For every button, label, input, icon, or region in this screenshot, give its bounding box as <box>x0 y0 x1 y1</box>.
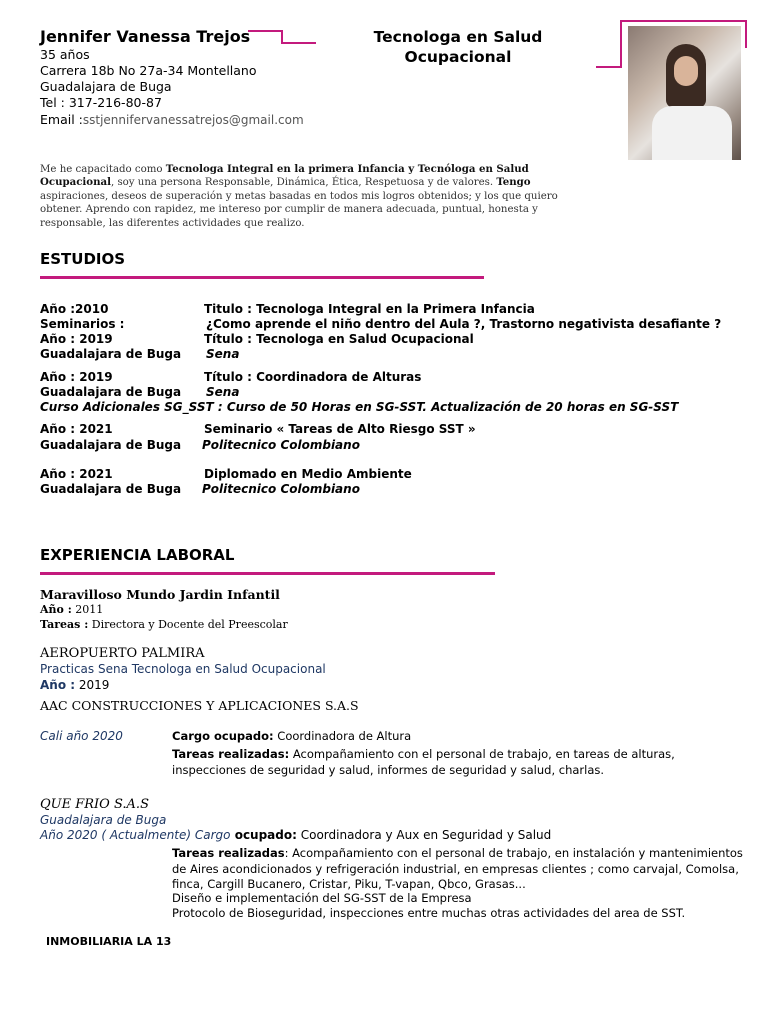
study-city: Guadalajara de Buga <box>40 347 182 361</box>
job-tasks: de Aires acondicionados y refrigeración industrial, en empresas clientes ; como carvajal, Comolsa, <box>172 862 739 876</box>
job-company: INMOBILIARIA LA 13 <box>46 935 172 948</box>
title-line-1: Tecnologa en Salud <box>373 28 543 46</box>
study-title: Título : Coordinadora de Alturas <box>204 370 422 384</box>
experience-heading: EXPERIENCIA LABORAL <box>40 546 235 564</box>
photo-frame-bottom <box>596 66 622 68</box>
job-tasks: Tareas realizadas: Acompañamiento con el personal de trabajo, en instalación y mantenimientos <box>172 846 743 860</box>
summary-emphasis: Tengo <box>496 176 531 189</box>
age: 35 años <box>40 47 90 62</box>
studies-divider <box>40 276 484 279</box>
email-link[interactable]: sstjennifervanessatrejos@gmail.com <box>82 113 304 127</box>
study-label: Seminarios : <box>40 317 125 331</box>
study-institution: Sena <box>206 347 240 361</box>
job-tasks: inspecciones de seguridad y salud, informes de seguridad y salud, charlas. <box>172 763 605 777</box>
address: Carrera 18b No 27a-34 Montellano <box>40 63 257 78</box>
study-institution: Politecnico Colombiano <box>202 482 360 496</box>
additional-courses: Curso Adicionales SG_SST : Curso de 50 Horas en SG-SST. Actualización de 20 horas en SG-SST <box>40 400 679 414</box>
header-rule <box>248 30 282 32</box>
study-year: Año : 2021 <box>40 467 113 481</box>
email <box>40 112 304 128</box>
email-label: Email : <box>40 112 83 127</box>
job-year: Año : 2011 <box>40 603 104 616</box>
study-city: Guadalajara de Buga <box>40 385 182 399</box>
header-rule <box>281 42 316 44</box>
job-tasks: Protocolo de Bioseguridad, inspecciones entre muchas otras actividades del area de SST. <box>172 906 686 920</box>
profile-photo <box>628 26 741 160</box>
job-position: Año 2020 ( Actualmente) Cargo ocupado: Coordinadora y Aux en Seguridad y Salud <box>40 828 552 842</box>
job-company: AAC CONSTRUCCIONES Y APLICACIONES S.A.S <box>40 698 359 713</box>
city: Guadalajara de Buga <box>40 79 172 94</box>
study-year: Año : 2021 <box>40 422 113 436</box>
job-year: Año : 2019 <box>40 678 110 692</box>
job-subtitle: Practicas Sena Tecnologa en Salud Ocupacional <box>40 662 326 676</box>
job-place: Cali año 2020 <box>40 729 123 743</box>
candidate-name: Jennifer Vanessa Trejos <box>40 27 251 46</box>
job-company: Maravilloso Mundo Jardin Infantil <box>40 587 280 602</box>
profile-summary: Me he capacitado como Tecnologa Integral en la primera Infancia y Tecnóloga en Salud Ocupacional, soy una persona Responsable, Dinámica, Ética, Respetuosa y de valores. Tengo aspiraciones, deseos de superación y metas basadas en todos mis logros obtenidos; y los que quiero obtener. Aprendo con rapidez, me intereso por cumplir de manera adecuada, puntual, honesta y responsable, las diferentes actividades que realizo. <box>40 163 558 229</box>
phone: Tel : 317-216-80-87 <box>40 95 162 110</box>
job-company: QUE FRIO S.A.S <box>40 797 149 812</box>
job-tasks: Tareas : Directora y Docente del Preescolar <box>40 618 288 631</box>
study-title: Título : Tecnologa en Salud Ocupacional <box>204 332 474 346</box>
studies-heading: ESTUDIOS <box>40 250 126 268</box>
study-institution: Politecnico Colombiano <box>202 438 360 452</box>
study-seminar: ¿Como aprende el niño dentro del Aula ?, Trastorno negativista desafiante ? <box>206 317 722 331</box>
photo-frame-top <box>620 20 747 22</box>
study-title: Titulo : Tecnologa Integral en la Primera Infancia <box>204 302 535 316</box>
job-tasks: Tareas realizadas: Acompañamiento con el personal de trabajo, en tareas de alturas, <box>172 747 675 761</box>
job-company: AEROPUERTO PALMIRA <box>40 646 205 661</box>
study-institution: Sena <box>206 385 240 399</box>
photo-frame-left <box>620 20 622 68</box>
job-tasks: Diseño e implementación del SG-SST de la Empresa <box>172 891 472 905</box>
job-tasks: finca, Cargill Bucanero, Cristar, Piku, T-vapan, Qbco, Grasas... <box>172 877 526 891</box>
study-title: Seminario « Tareas de Alto Riesgo SST » <box>204 422 476 436</box>
study-city: Guadalajara de Buga <box>40 438 182 452</box>
study-city: Guadalajara de Buga <box>40 482 182 496</box>
study-year: Año : 2019 <box>40 332 113 346</box>
study-year: Año : 2019 <box>40 370 113 384</box>
professional-title <box>352 27 564 67</box>
experience-divider <box>40 572 495 575</box>
summary-emphasis: Tecnologa Integral en la primera Infancia y Tecnóloga en Salud Ocupacional <box>40 163 529 189</box>
study-title: Diplomado en Medio Ambiente <box>204 467 412 481</box>
job-place: Guadalajara de Buga <box>40 813 167 827</box>
title-line-2: Ocupacional <box>404 48 512 66</box>
job-position: Cargo ocupado: Coordinadora de Altura <box>172 729 412 743</box>
study-year: Año :2010 <box>40 302 109 316</box>
photo-frame-right <box>745 20 747 48</box>
